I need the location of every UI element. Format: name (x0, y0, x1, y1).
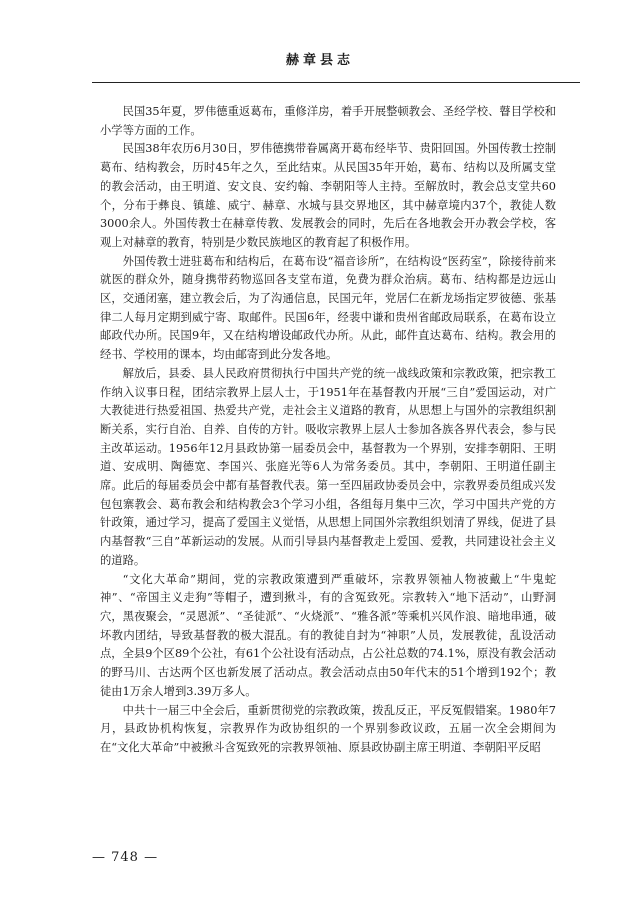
paragraph: 民国38年农历6月30日，罗伟德携带眷属离开葛布经毕节、贵阳回国。外国传教士控制葛布、结构教会，历时45年之久，至此结束。从民国35年开始，葛布、结构以及所属支堂的教会活动，由王明道、安文良、安约翰、李朝阳等人主持。至解放时，教会总支堂共60个，分布于彝良、镇雄、威宁、赫章、水城与县交界地区，其中赫章境内37个，教徒人数3000余人。外国传教士在赫章传教、发展教会的同时，先后在各地教会开办教会学校，客观上对赫章的教育，特别是少数民族地区的教育起了积极作用。 (100, 142, 556, 249)
paragraph: “文化大革命”期间，党的宗教政策遭到严重破坏，宗教界领袖人物被戴上“牛鬼蛇神”、“帝国主义走狗”等帽子，遭到揪斗，有的含冤致死。宗教转入“地下活动”，山野洞穴，黑夜聚会，“灵恩派”、“圣徒派”、“火烧派”、“雅各派”等乘机兴风作浪、暗地串通，破坏教内团结，导致基督教的极大混乱。有的教徒自封为“神职”人员，发展教徒，乱设活动点，全县9个区89个公社，有61个公社设有活动点，占公社总数的74.1%，原没有教会活动的野马川、古达两个区也新发展了活动点。教会活动点由50年代末的51个增到192个；教徒由1万余人增到3.39万多人。 (100, 572, 556, 698)
header-rule (92, 82, 580, 83)
body-text (100, 103, 556, 758)
paragraph: 中共十一届三中全会后，重新贯彻党的宗教政策，拨乱反正，平反冤假错案。1980年7月，县政协机构恢复，宗教界作为政协组织的一个界别参政议政，五届一次全会期间为在“文化大革命”中被揪斗含冤致死的宗教界领袖、原县政协副主席王明道、李朝阳平反昭 (100, 703, 556, 754)
paragraph: 民国35年夏，罗伟德重返葛布，重修洋房，着手开展整顿教会、圣经学校、瞽目学校和小学等方面的工作。 (100, 105, 556, 137)
paragraph: 解放后，县委、县人民政府贯彻执行中国共产党的统一战线政策和宗教政策，把宗教工作纳入议事日程，团结宗教界上层人士，于1951年在基督教内开展“三自”爱国运动，对广大教徒进行热爱祖国、热爱共产党，走社会主义道路的教育，从思想上与国外的宗教组织割断关系，实行自治、自养、自传的方针。吸收宗教界上层人士参加各族各界代表会，参与民主改革运动。1956年12月县政协第一届委员会中，基督教为一个界别，安排李朝阳、王明道、安成明、陶德宽、李国兴、张庭光等6人为常务委员。其中，李朝阳、王明道任副主席。此后的每届委员会中都有基督教代表。第一至四届政协委员会中，宗教界委员组成兴发包包寨教会、葛布教会和结构教会3个学习小组，各组每月集中三次，学习中国共产党的方针政策，通过学习，提高了爱国主义觉悟，从思想上同国外宗教组织划清了界线，促进了县内基督教“三自”革新运动的发展。从而引导县内基督教走上爱国、爱教，共同建设社会主义的道路。 (100, 366, 556, 567)
page-number: — 748 — (92, 850, 159, 865)
running-title: 赫章县志 (285, 53, 354, 68)
paragraph: 外国传教士进驻葛布和结构后，在葛布设“福音诊所”，在结构设“医药室”，除接待前来就医的群众外，随身携带药物巡回各支堂布道，免费为群众治病。葛布、结构都是边远山区，交通闭塞，建立教会后，为了沟通信息，民国元年，党居仁在新龙场指定罗彼德、张基律二人每月定期到威宁寄、取邮件。民国6年，经裴中谦和贵州省邮政局联系，在葛布设立邮政代办所。民国9年，又在结构增设邮政代办所。从此，邮件直达葛布、结构。教会用的经书、学校用的课本，均由邮寄到此分发各地。 (100, 254, 556, 362)
